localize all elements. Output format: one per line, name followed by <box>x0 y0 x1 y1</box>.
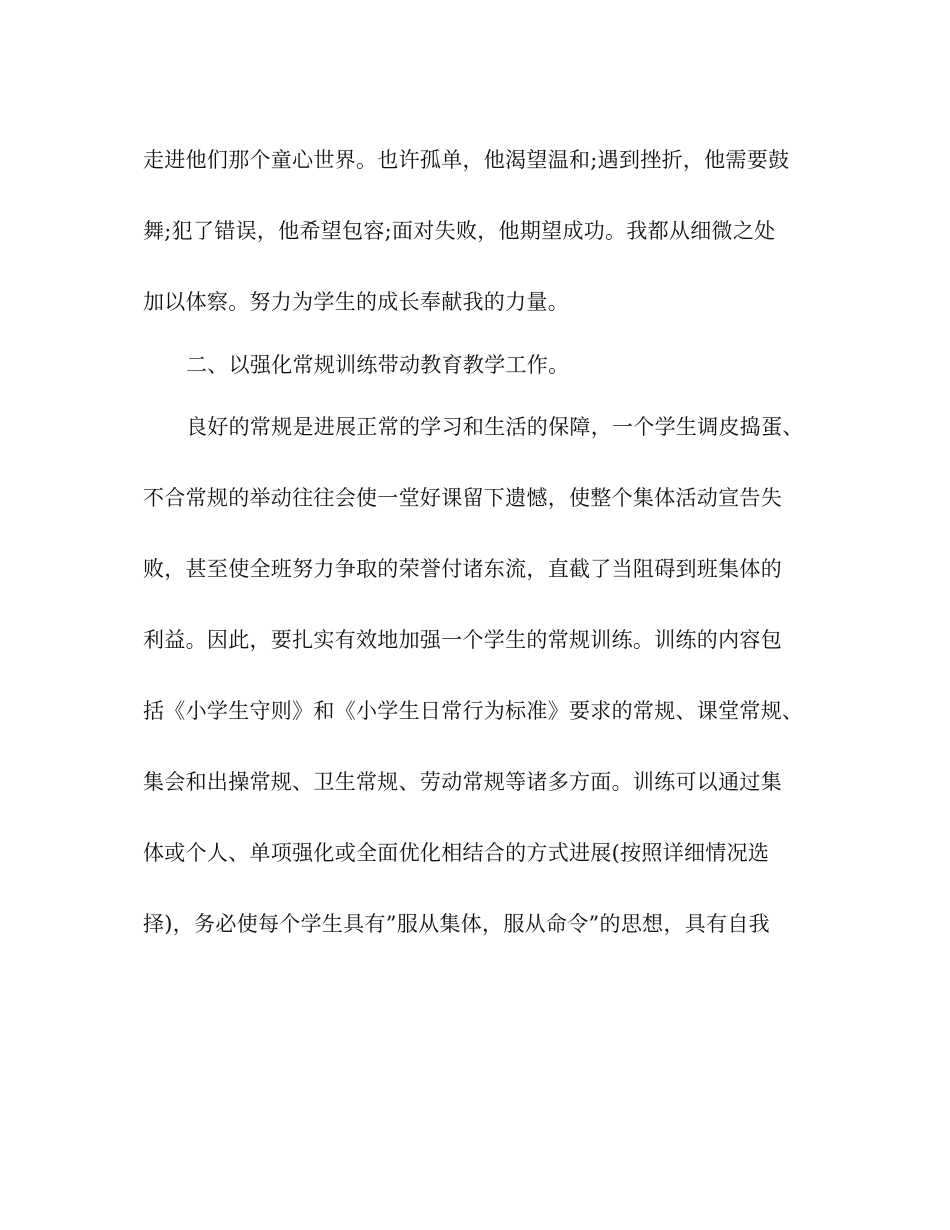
text-line: 舞;犯了错误，他希望包容;面对失败，他期望成功。我都从细微之处 <box>143 219 776 243</box>
text-line: 择)，务必使每个学生具有”服从集体，服从命令”的思想，具有自我 <box>143 912 770 936</box>
section-heading: 二、以强化常规训练带动教育教学工作。 <box>186 353 570 377</box>
text-line: 良好的常规是进展正常的学习和生活的保障，一个学生调皮捣蛋、 <box>186 415 804 439</box>
text-line: 不合常规的举动往往会使一堂好课留下遗憾，使整个集体活动宣告失 <box>143 486 782 510</box>
text-line: 集会和出操常规、卫生常规、劳动常规等诸多方面。训练可以通过集 <box>143 770 782 794</box>
text-line: 括《小学生守则》和《小学生日常行为标准》要求的常规、课堂常规、 <box>143 699 804 723</box>
text-line: 体或个人、单项强化或全面优化相结合的方式进展(按照详细情况选 <box>143 841 770 865</box>
text-line: 败，甚至使全班努力争取的荣誉付诸东流，直截了当阻碍到班集体的 <box>143 557 782 581</box>
text-line: 利益。因此，要扎实有效地加强一个学生的常规训练。训练的内容包 <box>143 628 782 652</box>
text-line: 走进他们那个童心世界。也许孤单，他渴望温和;遇到挫折，他需要鼓 <box>143 148 790 172</box>
text-line: 加以体察。努力为学生的成长奉献我的力量。 <box>143 290 569 314</box>
